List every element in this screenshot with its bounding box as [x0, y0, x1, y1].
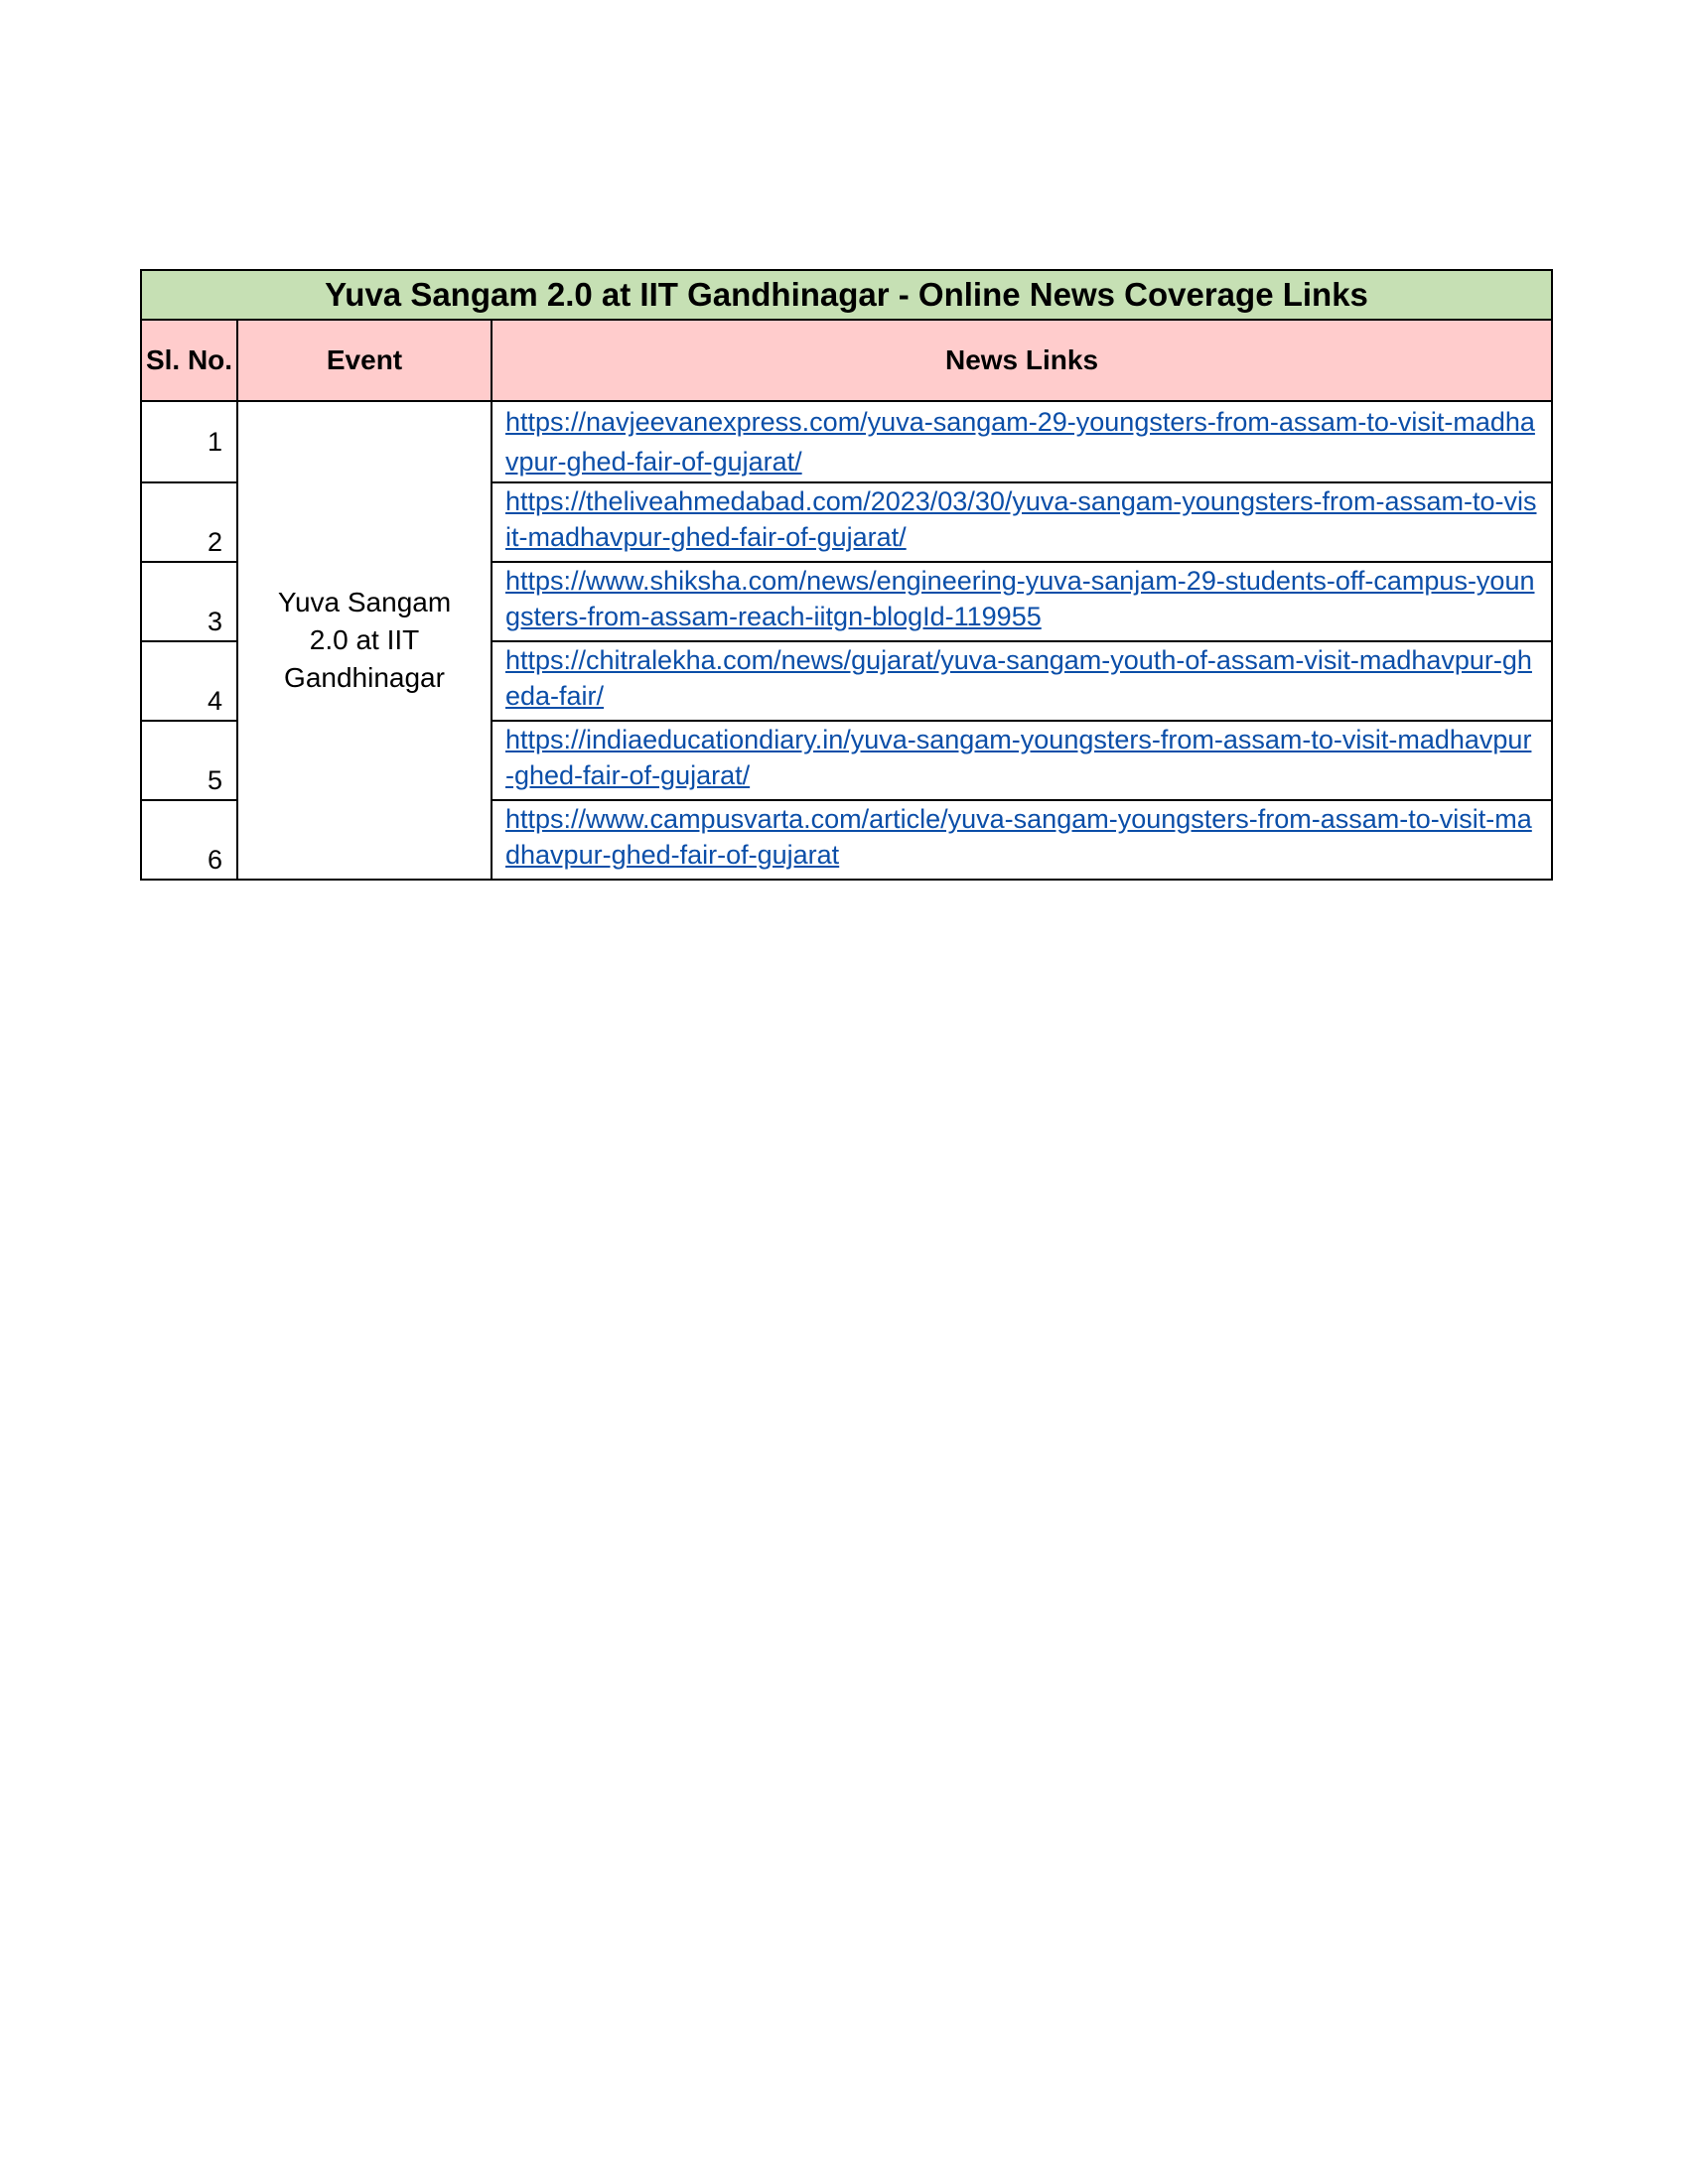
- table-title: Yuva Sangam 2.0 at IIT Gandhinagar - Online News Coverage Links: [141, 270, 1552, 320]
- header-news-links: [492, 320, 1552, 401]
- coverage-table: [140, 269, 1553, 881]
- header-row: [141, 320, 1552, 401]
- event-name-cell: Yuva Sangam 2.0 at IIT Gandhinagar: [237, 401, 492, 880]
- row-sl-number: 1: [141, 401, 237, 482]
- news-link-cell: [492, 482, 1552, 562]
- coverage-sheet: [140, 269, 1551, 881]
- header-sl-no-label: Sl. No.: [145, 344, 233, 375]
- row-sl-number: 4: [141, 641, 237, 721]
- news-link[interactable]: https://indiaeducationdiary.in/yuva-sangam-youngsters-from-assam-to-visit-madhavpur-ghed-fair-of-gujarat/: [505, 725, 1532, 790]
- news-link[interactable]: https://theliveahmedabad.com/2023/03/30/yuva-sangam-youngsters-from-assam-to-visit-madhavpur-ghed-fair-of-gujarat/: [505, 486, 1537, 552]
- news-link-cell: [492, 721, 1552, 800]
- header-sl-no: [141, 320, 237, 401]
- news-link[interactable]: https://navjeevanexpress.com/yuva-sangam-29-youngsters-from-assam-to-visit-madhavpur-ghed-fair-of-gujarat/: [505, 407, 1535, 477]
- header-event: [237, 320, 492, 401]
- news-link-cell: [492, 800, 1552, 880]
- news-link[interactable]: https://chitralekha.com/news/gujarat/yuva-sangam-youth-of-assam-visit-madhavpur-gheda-fair/: [505, 645, 1532, 711]
- news-link[interactable]: https://www.shiksha.com/news/engineering-yuva-sanjam-29-students-off-campus-youngsters-from-assam-reach-iitgn-blogId-119955: [505, 566, 1535, 631]
- news-link-cell: [492, 401, 1552, 482]
- row-sl-number: 5: [141, 721, 237, 800]
- header-news-links-label: News Links: [944, 344, 1099, 375]
- row-sl-number: 2: [141, 482, 237, 562]
- news-link-cell: [492, 641, 1552, 721]
- news-link[interactable]: https://www.campusvarta.com/article/yuva-sangam-youngsters-from-assam-to-visit-madhavpur-ghed-fair-of-gujarat: [505, 804, 1532, 870]
- table-row: [141, 401, 1552, 482]
- header-event-label: Event: [326, 344, 403, 375]
- title-row: [141, 270, 1552, 320]
- row-sl-number: 3: [141, 562, 237, 641]
- news-link-cell: [492, 562, 1552, 641]
- row-sl-number: 6: [141, 800, 237, 880]
